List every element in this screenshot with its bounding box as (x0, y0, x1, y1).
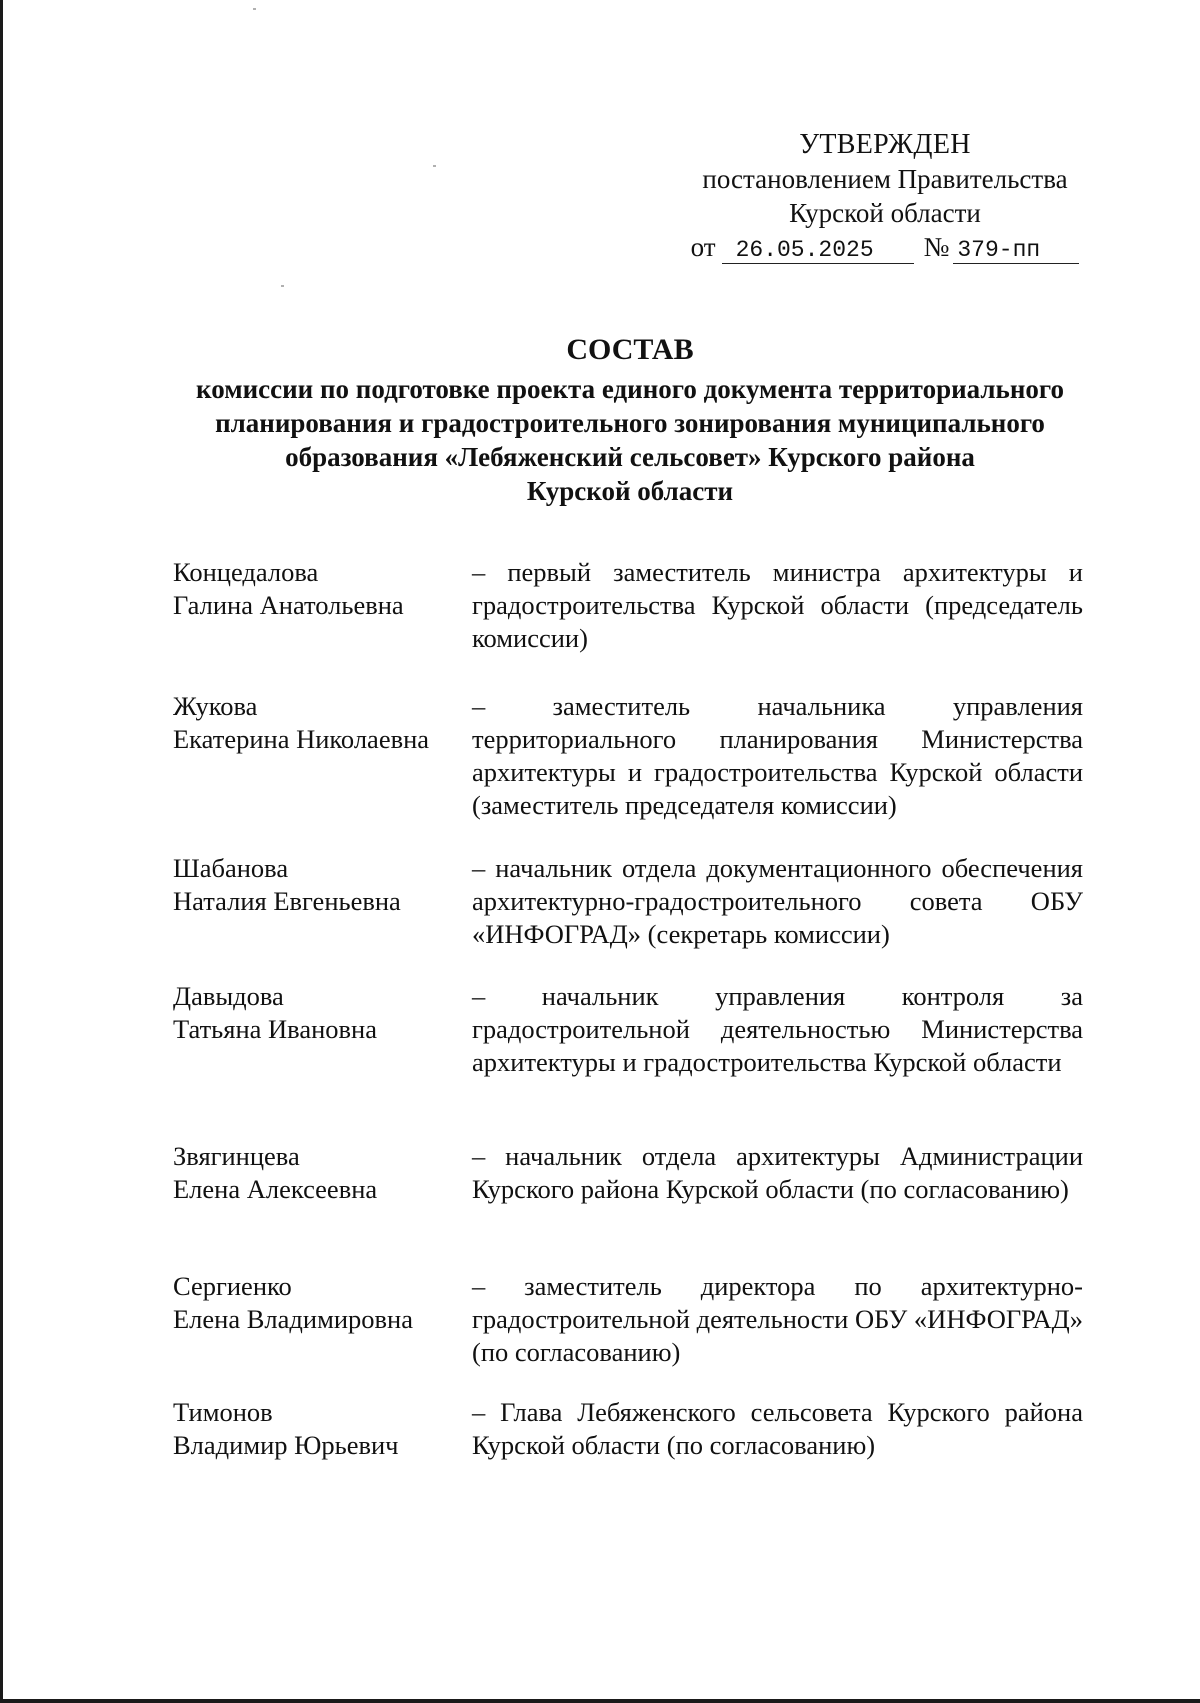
member-role: – заместитель директора по архитектурно-градостроительной деятельности ОБУ «ИНФОГРАД» (по согласованию) (472, 1271, 1083, 1367)
number-sign: № (923, 232, 950, 262)
page-edge-left (0, 0, 3, 1703)
member-surname: Давыдова (173, 981, 284, 1011)
member-name (173, 556, 463, 622)
member-surname: Шабанова (173, 853, 289, 883)
title-main: СОСТАВ (566, 333, 694, 366)
member-name (173, 690, 463, 756)
scan-speck (281, 285, 284, 287)
member-role: – начальник отдела архитектуры Администрации Курского района Курской области (по согласованию) (472, 1141, 1083, 1204)
approval-line-2: Курской области (789, 198, 981, 228)
resolution-date: 26.05.2025 (722, 237, 914, 264)
scan-speck (253, 8, 256, 10)
member-role: – начальник управления контроля за градостроительной деятельностью Министерства архитектуры и градостроительства Курской области (472, 981, 1083, 1077)
date-prefix: от (690, 232, 716, 262)
member-name (173, 1140, 463, 1206)
member-role: – начальник отдела документационного обеспечения архитектурно-градостроительного совета ОБУ «ИНФОГРАД» (секретарь комиссии) (472, 853, 1083, 949)
member-given-names: Владимир Юрьевич (173, 1430, 399, 1460)
member-given-names: Елена Алексеевна (173, 1174, 378, 1204)
title-line-1: комиссии по подготовке проекта единого документа территориального (196, 374, 1064, 404)
member-surname: Жукова (173, 691, 258, 721)
member-name (173, 1270, 463, 1336)
member-surname: Сергиенко (173, 1271, 292, 1301)
member-given-names: Елена Владимировна (173, 1304, 413, 1334)
resolution-number: 379-пп (953, 237, 1079, 264)
member-role: – Глава Лебяженского сельсовета Курского района Курской области (по согласованию) (472, 1397, 1083, 1460)
member-given-names: Галина Анатольевна (173, 590, 404, 620)
document-title (120, 328, 1140, 508)
title-line-4: Курской области (526, 476, 734, 506)
member-name (173, 852, 463, 918)
member-role: – заместитель начальника управления территориального планирования Министерства архитектуры и градостроительства Курской области (заместитель председателя комиссии) (472, 691, 1083, 820)
approval-date-line (660, 230, 1110, 264)
approval-heading: УТВЕРЖДЕН (799, 129, 971, 160)
member-name (173, 980, 463, 1046)
member-surname: Концедалова (173, 557, 319, 587)
member-name (173, 1396, 463, 1462)
page-edge-bottom (0, 1699, 1200, 1703)
member-role: – первый заместитель министра архитектуры и градостроительства Курской области (председатель комиссии) (472, 557, 1083, 653)
member-given-names: Татьяна Ивановна (173, 1014, 377, 1044)
member-given-names: Екатерина Николаевна (173, 724, 430, 754)
approval-line-1: постановлением Правительства (702, 164, 1068, 194)
title-line-3: образования «Лебяженский сельсовет» Курского района (285, 442, 975, 472)
member-given-names: Наталия Евгеньевна (173, 886, 401, 916)
member-surname: Звягинцева (173, 1141, 300, 1171)
approval-block (660, 128, 1110, 264)
member-surname: Тимонов (173, 1397, 273, 1427)
title-line-2: планирования и градостроительного зонирования муниципального (215, 408, 1045, 438)
scan-speck (433, 165, 436, 167)
